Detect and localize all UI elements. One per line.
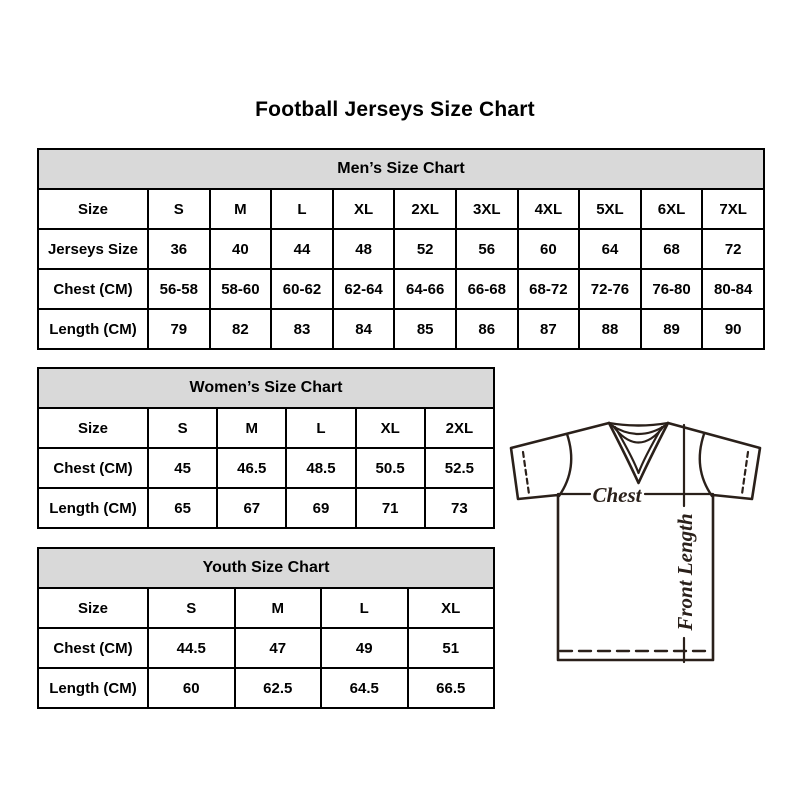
value-cell: 60-62 (271, 269, 333, 309)
table-title: Youth Size Chart (38, 548, 494, 588)
row-header-cell: Jerseys Size (38, 229, 148, 269)
value-cell: L (286, 408, 355, 448)
value-cell: 58-60 (210, 269, 272, 309)
front-length-label: Front Length (673, 513, 697, 631)
value-cell: 83 (271, 309, 333, 349)
value-cell: 44 (271, 229, 333, 269)
table-row (38, 448, 494, 488)
value-cell: 84 (333, 309, 395, 349)
value-cell: XL (408, 588, 495, 628)
value-cell: 67 (217, 488, 286, 528)
table-row (38, 269, 764, 309)
value-cell: 65 (148, 488, 217, 528)
table-title-row (38, 368, 494, 408)
value-cell: L (271, 189, 333, 229)
value-cell: 2XL (425, 408, 494, 448)
value-cell: S (148, 588, 235, 628)
table-row (38, 668, 494, 708)
right-armhole-seam (700, 434, 712, 496)
value-cell: 66.5 (408, 668, 495, 708)
value-cell: 72-76 (579, 269, 641, 309)
value-cell: 4XL (518, 189, 580, 229)
value-cell: 50.5 (356, 448, 425, 488)
value-cell: 64 (579, 229, 641, 269)
value-cell: 48 (333, 229, 395, 269)
row-header-cell: Length (CM) (38, 488, 148, 528)
value-cell: 79 (148, 309, 210, 349)
value-cell: 87 (518, 309, 580, 349)
value-cell: M (217, 408, 286, 448)
value-cell: 73 (425, 488, 494, 528)
value-cell: 60 (148, 668, 235, 708)
value-cell: 66-68 (456, 269, 518, 309)
jersey-measurement-diagram (505, 410, 775, 668)
value-cell: 68-72 (518, 269, 580, 309)
value-cell: 40 (210, 229, 272, 269)
value-cell: 86 (456, 309, 518, 349)
value-cell: 72 (702, 229, 764, 269)
right-cuff-dashed-line (742, 452, 748, 494)
value-cell: 45 (148, 448, 217, 488)
value-cell: 3XL (456, 189, 518, 229)
value-cell: 71 (356, 488, 425, 528)
row-header-cell: Length (CM) (38, 668, 148, 708)
value-cell: 82 (210, 309, 272, 349)
value-cell: XL (333, 189, 395, 229)
jersey-outline (511, 423, 760, 660)
value-cell: S (148, 189, 210, 229)
table-title: Women’s Size Chart (38, 368, 494, 408)
value-cell: 6XL (641, 189, 703, 229)
table-row (38, 189, 764, 229)
youth-size-table (37, 547, 495, 709)
value-cell: 76-80 (641, 269, 703, 309)
table-row (38, 588, 494, 628)
value-cell: 85 (394, 309, 456, 349)
value-cell: 2XL (394, 189, 456, 229)
table-title-row (38, 548, 494, 588)
value-cell: 62.5 (235, 668, 322, 708)
row-header-cell: Length (CM) (38, 309, 148, 349)
value-cell: M (210, 189, 272, 229)
left-cuff-dashed-line (523, 452, 529, 494)
value-cell: 47 (235, 628, 322, 668)
value-cell: 64-66 (394, 269, 456, 309)
value-cell: 69 (286, 488, 355, 528)
row-header-cell: Size (38, 408, 148, 448)
value-cell: 62-64 (333, 269, 395, 309)
value-cell: 48.5 (286, 448, 355, 488)
value-cell: 68 (641, 229, 703, 269)
value-cell: 56 (456, 229, 518, 269)
row-header-cell: Size (38, 189, 148, 229)
table-row (38, 408, 494, 448)
value-cell: M (235, 588, 322, 628)
value-cell: 44.5 (148, 628, 235, 668)
value-cell: 52.5 (425, 448, 494, 488)
mens-size-table (37, 148, 765, 350)
value-cell: 46.5 (217, 448, 286, 488)
table-row (38, 488, 494, 528)
row-header-cell: Chest (CM) (38, 448, 148, 488)
chest-label: Chest (592, 483, 642, 507)
value-cell: 5XL (579, 189, 641, 229)
table-row (38, 229, 764, 269)
value-cell: L (321, 588, 408, 628)
value-cell: 36 (148, 229, 210, 269)
jersey-diagram-svg (505, 410, 775, 668)
table-row (38, 628, 494, 668)
value-cell: 7XL (702, 189, 764, 229)
page-title: Football Jerseys Size Chart (255, 98, 535, 121)
value-cell: XL (356, 408, 425, 448)
value-cell: S (148, 408, 217, 448)
row-header-cell: Chest (CM) (38, 628, 148, 668)
value-cell: 60 (518, 229, 580, 269)
table-title-row (38, 149, 764, 189)
table-title: Men’s Size Chart (38, 149, 764, 189)
value-cell: 90 (702, 309, 764, 349)
row-header-cell: Chest (CM) (38, 269, 148, 309)
value-cell: 89 (641, 309, 703, 349)
womens-size-table (37, 367, 495, 529)
value-cell: 56-58 (148, 269, 210, 309)
value-cell: 52 (394, 229, 456, 269)
row-header-cell: Size (38, 588, 148, 628)
table-row (38, 309, 764, 349)
value-cell: 51 (408, 628, 495, 668)
value-cell: 80-84 (702, 269, 764, 309)
collar-top-edge (609, 423, 668, 426)
value-cell: 64.5 (321, 668, 408, 708)
value-cell: 49 (321, 628, 408, 668)
left-armhole-seam (559, 434, 571, 496)
value-cell: 88 (579, 309, 641, 349)
